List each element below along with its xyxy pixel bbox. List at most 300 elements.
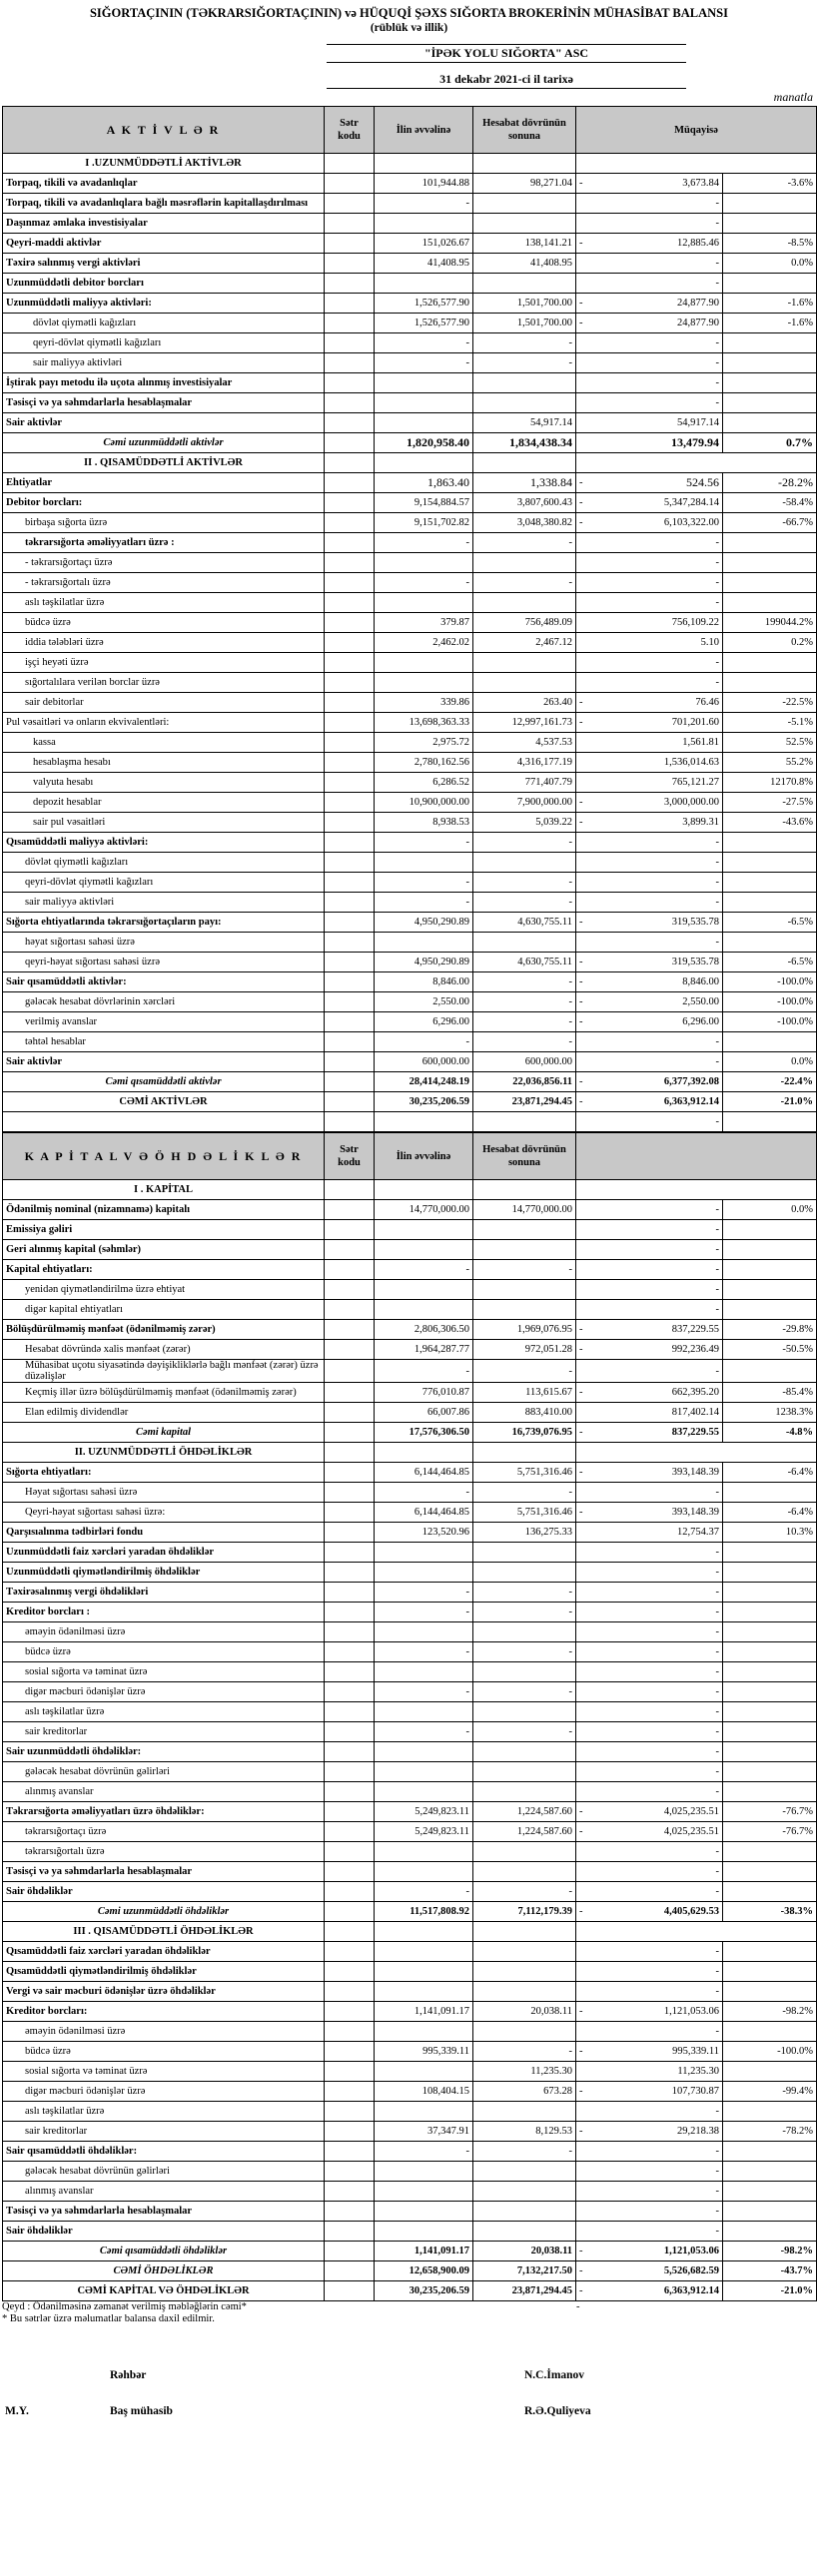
change-value: 3,000,000.00 bbox=[587, 793, 723, 813]
row-code-cell bbox=[325, 573, 375, 593]
signature-accountant-role: Baş mühasib bbox=[110, 2405, 173, 2417]
period-end-value bbox=[473, 1622, 576, 1642]
change-percent bbox=[723, 1722, 817, 1742]
period-end-value: 113,615.67 bbox=[473, 1383, 576, 1403]
begin-year-value: - bbox=[375, 1360, 473, 1383]
begin-year-value: 13,698,363.33 bbox=[375, 713, 473, 733]
change-percent bbox=[723, 593, 817, 613]
begin-year-value: 6,286.52 bbox=[375, 773, 473, 793]
change-sign: - bbox=[576, 2042, 587, 2062]
note-guarantee: Qeyd : Ödənilməsinə zəmanət verilmiş məbləğlərin cəmi* bbox=[2, 2301, 247, 2312]
change-value: 13,479.94 bbox=[587, 433, 723, 453]
begin-year-value: - bbox=[375, 533, 473, 553]
row-code-cell bbox=[325, 274, 375, 294]
change-value: - bbox=[587, 373, 723, 393]
row-label: Cəmi uzunmüddətli aktivlər bbox=[3, 433, 325, 453]
period-end-value bbox=[473, 1742, 576, 1762]
row-code-cell bbox=[325, 1563, 375, 1583]
change-sign bbox=[576, 1403, 587, 1423]
begin-year-value: 1,526,577.90 bbox=[375, 294, 473, 314]
change-sign bbox=[576, 1260, 587, 1280]
row-code-cell bbox=[325, 1483, 375, 1503]
row-code-cell bbox=[325, 673, 375, 693]
change-sign: - bbox=[576, 1902, 587, 1922]
begin-year-value: 2,550.00 bbox=[375, 992, 473, 1012]
table-row bbox=[3, 1802, 817, 1822]
change-value: - bbox=[587, 1112, 723, 1132]
change-percent bbox=[723, 274, 817, 294]
row-label: Qısamüddətli faiz xərcləri yaradan öhdəliklər bbox=[3, 1942, 325, 1962]
change-value: - bbox=[587, 2222, 723, 2242]
table-row bbox=[3, 174, 817, 194]
row-code-cell bbox=[325, 1200, 375, 1220]
change-value: 817,402.14 bbox=[587, 1403, 723, 1423]
change-percent: -8.5% bbox=[723, 234, 817, 254]
row-code-cell bbox=[325, 174, 375, 194]
row-label: Təxirə salınmış vergi aktivləri bbox=[3, 254, 325, 274]
change-value: - bbox=[587, 593, 723, 613]
change-percent bbox=[723, 2022, 817, 2042]
change-value: 2,550.00 bbox=[587, 992, 723, 1012]
row-code-cell bbox=[325, 2022, 375, 2042]
row-code-cell bbox=[325, 1052, 375, 1072]
begin-year-value bbox=[375, 1862, 473, 1882]
table-row bbox=[3, 1300, 817, 1320]
change-percent bbox=[723, 1662, 817, 1682]
change-percent bbox=[723, 1982, 817, 2002]
row-code-cell bbox=[325, 1962, 375, 1982]
change-percent: 0.0% bbox=[723, 254, 817, 274]
table-row bbox=[3, 933, 817, 953]
change-percent: -100.0% bbox=[723, 972, 817, 992]
change-percent: 10.3% bbox=[723, 1523, 817, 1543]
change-percent: 0.2% bbox=[723, 633, 817, 653]
begin-year-value bbox=[375, 933, 473, 953]
change-sign bbox=[576, 613, 587, 633]
row-code-cell bbox=[325, 433, 375, 453]
period-end-value bbox=[473, 1842, 576, 1862]
begin-year-value: 1,964,287.77 bbox=[375, 1340, 473, 1360]
change-percent bbox=[723, 1642, 817, 1662]
table-row bbox=[3, 1360, 817, 1383]
change-value: - bbox=[587, 1882, 723, 1902]
assets-table bbox=[2, 106, 817, 1132]
table-row bbox=[3, 1862, 817, 1882]
period-end-value bbox=[473, 2222, 576, 2242]
row-code-cell bbox=[325, 2242, 375, 2261]
change-value: - bbox=[587, 333, 723, 353]
begin-year-value: - bbox=[375, 1260, 473, 1280]
report-date: 31 dekabr 2021-ci il tarixə bbox=[327, 71, 686, 89]
begin-year-value: - bbox=[375, 573, 473, 593]
table-row bbox=[3, 194, 817, 214]
period-end-value: - bbox=[473, 2142, 576, 2162]
begin-year-value: 14,770,000.00 bbox=[375, 1200, 473, 1220]
change-value: 6,296.00 bbox=[587, 1012, 723, 1032]
change-value: - bbox=[587, 1682, 723, 1702]
row-label: Kreditor borcları : bbox=[3, 1603, 325, 1622]
change-percent: -6.4% bbox=[723, 1503, 817, 1523]
row-code-cell bbox=[325, 1383, 375, 1403]
table-row bbox=[3, 493, 817, 513]
change-sign bbox=[576, 1112, 587, 1132]
row-code-cell bbox=[325, 2222, 375, 2242]
begin-year-value: 6,144,464.85 bbox=[375, 1503, 473, 1523]
change-percent: 199044.2% bbox=[723, 613, 817, 633]
change-sign: - bbox=[576, 1463, 587, 1483]
table-row bbox=[3, 2082, 817, 2102]
table-row bbox=[3, 2022, 817, 2042]
change-value: 837,229.55 bbox=[587, 1320, 723, 1340]
row-code-cell bbox=[325, 533, 375, 553]
begin-year-value: 776,010.87 bbox=[375, 1383, 473, 1403]
period-end-value: 972,051.28 bbox=[473, 1340, 576, 1360]
row-label: Uzunmüddətli faiz xərcləri yaradan öhdəliklər bbox=[3, 1543, 325, 1563]
change-percent bbox=[723, 1360, 817, 1383]
row-label: Qeyri-həyat sığortası sahəsi üzrə: bbox=[3, 1503, 325, 1523]
change-value: 701,201.60 bbox=[587, 713, 723, 733]
table-row bbox=[3, 533, 817, 553]
table-row bbox=[3, 1032, 817, 1052]
signature-head-role: Rəhbər bbox=[110, 2369, 147, 2381]
period-end-value bbox=[473, 1220, 576, 1240]
row-code-cell bbox=[325, 1112, 375, 1132]
period-end-value: 7,900,000.00 bbox=[473, 793, 576, 813]
begin-year-value: 600,000.00 bbox=[375, 1052, 473, 1072]
period-end-cell bbox=[473, 453, 576, 473]
period-end-value: 771,407.79 bbox=[473, 773, 576, 793]
row-label: Qeyri-maddi aktivlər bbox=[3, 234, 325, 254]
period-end-cell bbox=[473, 154, 576, 174]
change-value: - bbox=[587, 1280, 723, 1300]
section-row bbox=[3, 453, 817, 473]
change-sign bbox=[576, 433, 587, 453]
change-value: - bbox=[587, 1200, 723, 1220]
row-code-cell bbox=[325, 1423, 375, 1443]
change-sign: - bbox=[576, 953, 587, 972]
row-code-cell bbox=[325, 1032, 375, 1052]
row-label: digər kapital ehtiyatları bbox=[3, 1300, 325, 1320]
table-row bbox=[3, 1260, 817, 1280]
table-row bbox=[3, 2142, 817, 2162]
change-sign bbox=[576, 1662, 587, 1682]
row-code-cell bbox=[325, 294, 375, 314]
begin-year-value: 1,141,091.17 bbox=[375, 2242, 473, 2261]
row-label: Qısamüddətli qiymətləndirilmiş öhdəliklər bbox=[3, 1962, 325, 1982]
begin-year-value bbox=[375, 214, 473, 234]
row-label: dövlət qiymətli kağızları bbox=[3, 853, 325, 873]
signatures bbox=[2, 2357, 816, 2429]
change-value: - bbox=[587, 1982, 723, 2002]
begin-year-value bbox=[375, 373, 473, 393]
period-end-value bbox=[473, 1702, 576, 1722]
row-code-cell bbox=[325, 1642, 375, 1662]
table-row bbox=[3, 234, 817, 254]
period-end-value: 1,834,438.34 bbox=[473, 433, 576, 453]
table-row bbox=[3, 333, 817, 353]
row-label: Kreditor borcları: bbox=[3, 2002, 325, 2022]
change-sign: - bbox=[576, 793, 587, 813]
period-end-value bbox=[473, 2162, 576, 2182]
begin-year-value: 8,938.53 bbox=[375, 813, 473, 833]
change-value: - bbox=[587, 214, 723, 234]
row-code-cell bbox=[325, 1443, 375, 1463]
header-capital-liabilities: K A P İ T A L V Ə Ö H D Ə L İ K L Ə R bbox=[3, 1133, 325, 1180]
period-end-value: 1,224,587.60 bbox=[473, 1802, 576, 1822]
period-end-value: 4,537.53 bbox=[473, 733, 576, 753]
change-sign: - bbox=[576, 2261, 587, 2281]
header-begin-year: İlin əvvəlinə bbox=[375, 1133, 473, 1180]
table-row bbox=[3, 1543, 817, 1563]
section-title: II. UZUNMÜDDƏTLİ ÖHDƏLİKLƏR bbox=[3, 1443, 325, 1463]
begin-year-cell bbox=[375, 1443, 473, 1463]
row-code-cell bbox=[325, 1523, 375, 1543]
change-sign: - bbox=[576, 972, 587, 992]
change-value: - bbox=[587, 2202, 723, 2222]
table-row bbox=[3, 1902, 817, 1922]
change-percent bbox=[723, 1563, 817, 1583]
change-sign bbox=[576, 733, 587, 753]
table-row bbox=[3, 1762, 817, 1782]
row-label: CƏMİ ÖHDƏLİKLƏR bbox=[3, 2261, 325, 2281]
begin-year-value bbox=[375, 653, 473, 673]
begin-year-value: 10,900,000.00 bbox=[375, 793, 473, 813]
period-end-value: - bbox=[473, 1012, 576, 1032]
change-sign: - bbox=[576, 1423, 587, 1443]
change-value: - bbox=[587, 1483, 723, 1503]
row-code-cell bbox=[325, 154, 375, 174]
begin-year-value: 30,235,206.59 bbox=[375, 2281, 473, 2301]
change-percent bbox=[723, 1942, 817, 1962]
table-row bbox=[3, 2042, 817, 2062]
row-code-cell bbox=[325, 633, 375, 653]
change-sign bbox=[576, 1052, 587, 1072]
change-percent bbox=[723, 1220, 817, 1240]
table-row bbox=[3, 274, 817, 294]
change-value: 5,526,682.59 bbox=[587, 2261, 723, 2281]
change-value: - bbox=[587, 194, 723, 214]
begin-year-value bbox=[375, 2202, 473, 2222]
row-code-cell bbox=[325, 733, 375, 753]
change-sign bbox=[576, 2222, 587, 2242]
row-code-cell bbox=[325, 1280, 375, 1300]
row-code-cell bbox=[325, 453, 375, 473]
period-end-value bbox=[473, 214, 576, 234]
period-end-value bbox=[473, 373, 576, 393]
table-row bbox=[3, 1463, 817, 1483]
section-title: I . KAPİTAL bbox=[3, 1180, 325, 1200]
row-label: Sığorta ehtiyatlarında təkrarsığortaçıların payı: bbox=[3, 913, 325, 933]
change-percent: -50.5% bbox=[723, 1340, 817, 1360]
section-row bbox=[3, 1443, 817, 1463]
row-label: qeyri-həyat sığortası sahəsi üzrə bbox=[3, 953, 325, 972]
change-percent bbox=[723, 2142, 817, 2162]
change-percent bbox=[723, 413, 817, 433]
row-code-cell bbox=[325, 1300, 375, 1320]
table-row bbox=[3, 673, 817, 693]
table-row bbox=[3, 992, 817, 1012]
begin-year-value: 66,007.86 bbox=[375, 1403, 473, 1423]
change-sign bbox=[576, 1483, 587, 1503]
change-sign bbox=[576, 1240, 587, 1260]
change-value: - bbox=[587, 1702, 723, 1722]
row-code-cell bbox=[325, 953, 375, 972]
row-code-cell bbox=[325, 1543, 375, 1563]
row-code-cell bbox=[325, 853, 375, 873]
row-label: büdcə üzrə bbox=[3, 2042, 325, 2062]
change-percent: -78.2% bbox=[723, 2122, 817, 2142]
row-label: sair maliyyə aktivləri bbox=[3, 353, 325, 373]
change-value: - bbox=[587, 1220, 723, 1240]
period-end-value: - bbox=[473, 1722, 576, 1742]
begin-year-value: 1,820,958.40 bbox=[375, 433, 473, 453]
change-percent: 12170.8% bbox=[723, 773, 817, 793]
row-label: digər məcburi ödənişlər üzrə bbox=[3, 2082, 325, 2102]
table-row bbox=[3, 2102, 817, 2122]
change-percent bbox=[723, 2222, 817, 2242]
table-row bbox=[3, 553, 817, 573]
begin-year-value: 41,408.95 bbox=[375, 254, 473, 274]
period-end-value: 22,036,856.11 bbox=[473, 1072, 576, 1092]
row-code-cell bbox=[325, 1842, 375, 1862]
section-row bbox=[3, 1922, 817, 1942]
row-code-cell bbox=[325, 1942, 375, 1962]
period-end-value: 263.40 bbox=[473, 693, 576, 713]
period-end-value bbox=[473, 1563, 576, 1583]
change-percent bbox=[723, 1112, 817, 1132]
change-sign bbox=[576, 333, 587, 353]
row-label: verilmiş avanslar bbox=[3, 1012, 325, 1032]
row-label: Sair uzunmüddətli öhdəliklər: bbox=[3, 1742, 325, 1762]
table-row bbox=[3, 1523, 817, 1543]
begin-year-value: - bbox=[375, 1583, 473, 1603]
change-sign: - bbox=[576, 913, 587, 933]
change-percent bbox=[723, 1032, 817, 1052]
period-end-value: 3,048,380.82 bbox=[473, 513, 576, 533]
change-percent bbox=[723, 2062, 817, 2082]
begin-year-value: 108,404.15 bbox=[375, 2082, 473, 2102]
period-end-value bbox=[473, 2102, 576, 2122]
change-percent: -58.4% bbox=[723, 493, 817, 513]
change-percent bbox=[723, 393, 817, 413]
change-sign bbox=[576, 1360, 587, 1383]
change-value: 393,148.39 bbox=[587, 1463, 723, 1483]
period-end-value bbox=[473, 1782, 576, 1802]
table-row bbox=[3, 1052, 817, 1072]
header-period-end: Hesabat dövrünün sonuna bbox=[473, 1133, 576, 1180]
begin-year-value bbox=[375, 1962, 473, 1982]
change-value: - bbox=[587, 653, 723, 673]
change-percent: 52.5% bbox=[723, 733, 817, 753]
row-code-cell bbox=[325, 2202, 375, 2222]
change-value: - bbox=[587, 2102, 723, 2122]
change-value: - bbox=[587, 1642, 723, 1662]
period-end-value: 4,630,755.11 bbox=[473, 953, 576, 972]
begin-year-value: - bbox=[375, 893, 473, 913]
change-value: - bbox=[587, 893, 723, 913]
period-end-value bbox=[473, 1982, 576, 2002]
table-row bbox=[3, 254, 817, 274]
begin-year-value: 12,658,900.09 bbox=[375, 2261, 473, 2281]
row-code-cell bbox=[325, 194, 375, 214]
company-name: "İPƏK YOLU SIĞORTA" ASC bbox=[327, 45, 686, 63]
period-end-value: 883,410.00 bbox=[473, 1403, 576, 1423]
begin-year-value: 2,806,306.50 bbox=[375, 1320, 473, 1340]
balance-sheet-page bbox=[2, 6, 816, 2429]
change-percent bbox=[723, 893, 817, 913]
row-code-cell bbox=[325, 1503, 375, 1523]
table-row bbox=[3, 353, 817, 373]
table-row bbox=[3, 773, 817, 793]
change-sign bbox=[576, 1682, 587, 1702]
begin-year-value: - bbox=[375, 1483, 473, 1503]
period-end-value: 23,871,294.45 bbox=[473, 2281, 576, 2301]
row-label: Mühasibat uçotu siyasətində dəyişikliklərlə bağlı mənfəət (zərər) üzrə düzəlişlər bbox=[3, 1360, 325, 1383]
begin-year-value bbox=[375, 1842, 473, 1862]
change-percent: -5.1% bbox=[723, 713, 817, 733]
change-value: - bbox=[587, 1942, 723, 1962]
row-label: Sair öhdəliklər bbox=[3, 1882, 325, 1902]
row-code-cell bbox=[325, 353, 375, 373]
change-value: - bbox=[587, 2022, 723, 2042]
change-value: - bbox=[587, 1762, 723, 1782]
period-end-value: 673.28 bbox=[473, 2082, 576, 2102]
change-sign bbox=[576, 1563, 587, 1583]
change-sign bbox=[576, 553, 587, 573]
comparison-cell bbox=[576, 1443, 817, 1463]
period-end-value bbox=[473, 2022, 576, 2042]
row-code-cell bbox=[325, 214, 375, 234]
change-sign: - bbox=[576, 1340, 587, 1360]
begin-year-value: - bbox=[375, 2142, 473, 2162]
row-code-cell bbox=[325, 2062, 375, 2082]
table-row bbox=[3, 294, 817, 314]
period-end-value: - bbox=[473, 1360, 576, 1383]
begin-year-value bbox=[375, 1702, 473, 1722]
table-row bbox=[3, 1722, 817, 1742]
change-sign: - bbox=[576, 234, 587, 254]
change-sign bbox=[576, 274, 587, 294]
row-code-cell bbox=[325, 513, 375, 533]
table-row bbox=[3, 1742, 817, 1762]
row-label: Uzunmüddətli maliyyə aktivləri: bbox=[3, 294, 325, 314]
period-end-cell bbox=[473, 1180, 576, 1200]
table-row bbox=[3, 2242, 817, 2261]
change-sign bbox=[576, 1300, 587, 1320]
change-percent: -21.0% bbox=[723, 1092, 817, 1112]
period-end-value: 7,112,179.39 bbox=[473, 1902, 576, 1922]
change-sign bbox=[576, 1523, 587, 1543]
change-sign bbox=[576, 2162, 587, 2182]
period-end-value: - bbox=[473, 333, 576, 353]
change-percent bbox=[723, 214, 817, 234]
table-row bbox=[3, 1583, 817, 1603]
period-end-value: 4,316,177.19 bbox=[473, 753, 576, 773]
change-percent bbox=[723, 1742, 817, 1762]
change-value: - bbox=[587, 1360, 723, 1383]
table-row bbox=[3, 1072, 817, 1092]
period-end-value: - bbox=[473, 1032, 576, 1052]
change-value: 524.56 bbox=[587, 473, 723, 493]
begin-year-value: 8,846.00 bbox=[375, 972, 473, 992]
table-row bbox=[3, 1092, 817, 1112]
row-label: Təsisçi və ya səhmdarlarla hesablaşmalar bbox=[3, 1862, 325, 1882]
change-percent bbox=[723, 1882, 817, 1902]
period-end-value: - bbox=[473, 353, 576, 373]
row-label: qeyri-dövlət qiymətli kağızları bbox=[3, 873, 325, 893]
row-label: Sair öhdəliklər bbox=[3, 2222, 325, 2242]
table-row bbox=[3, 1200, 817, 1220]
